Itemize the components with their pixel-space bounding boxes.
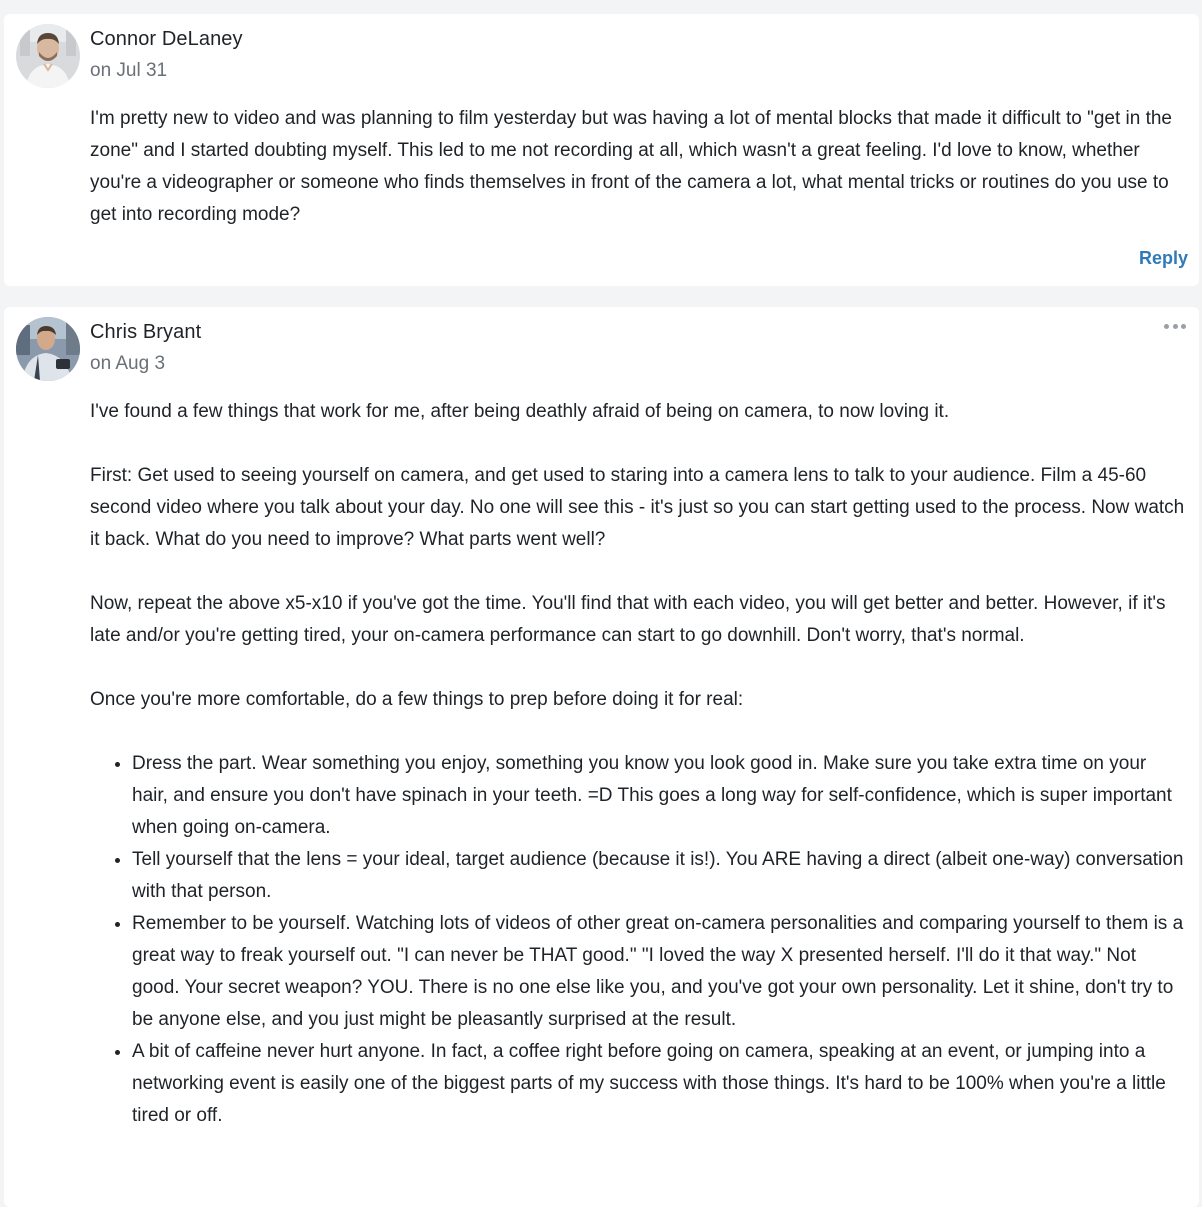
comment-paragraph: Once you're more comfortable, do a few things to prep before doing it for real: xyxy=(90,689,744,710)
comment-date: on Aug 3 xyxy=(90,353,166,374)
list-item: • Remember to be yourself. Watching lots of videos of other great on-camera personalities and comparing yourself to them is a great way to freak yourself out. "I can never be THAT good." "I loved the way X presented herself. I'll do it that way." Not good. Your secret weapon? YOU. There is no one else like you, and you've got your own personality. Let it shine, don't try to be anyone else, and you just might be pleasantly surprised at the result. xyxy=(132,908,1185,1036)
dot xyxy=(1164,324,1169,329)
avatar[interactable] xyxy=(16,317,80,381)
comment-author[interactable]: Chris Bryant xyxy=(90,321,202,343)
list-item: • A bit of caffeine never hurt anyone. In fact, a coffee right before going on camera, speaking at an event, or jumping into a networking event is easily one of the biggest parts of my success with those things. It's hard to be 100% when you're a little tired or off. xyxy=(132,1036,1185,1132)
more-options-icon[interactable] xyxy=(1164,321,1186,331)
reply-button[interactable]: Reply xyxy=(1138,248,1188,268)
comment-date: on Jul 31 xyxy=(90,60,168,81)
comment-body xyxy=(90,396,1185,1132)
list-item: • Tell yourself that the lens = your ideal, target audience (because it is!). You ARE having a direct (albeit one-way) conversation with that person. xyxy=(132,844,1185,908)
tips-list xyxy=(90,748,1185,1132)
comment-author[interactable]: Connor DeLaney xyxy=(90,28,243,50)
dot xyxy=(1181,324,1186,329)
list-item: • Dress the part. Wear something you enjoy, something you know you look good in. Make sure you take extra time on your hair, and ensure you don't have spinach in your teeth. =D This goes a long way for self-confidence, which is super important when going on-camera. xyxy=(132,748,1185,844)
avatar-image xyxy=(16,317,80,381)
avatar[interactable] xyxy=(16,24,80,88)
comment-paragraph: I'm pretty new to video and was planning to film yesterday but was having a lot of mental blocks that made it difficult to "get in the zone" and I started doubting myself. This led to me not recording at all, which wasn't a great feeling. I'd love to know, whether you're a videographer or someone who finds themselves in front of the camera a lot, what mental tricks or routines do you use to get into recording mode? xyxy=(90,108,1172,225)
comment-card xyxy=(4,14,1199,286)
avatar-image xyxy=(16,24,80,88)
comment-paragraph: I've found a few things that work for me, after being deathly afraid of being on camera, to now loving it. xyxy=(90,401,950,422)
comment-paragraph: First: Get used to seeing yourself on camera, and get used to staring into a camera lens to talk to your audience. Film a 45-60 second video where you talk about your day. No one will see this - it's just so you can start getting used to the process. Now watch it back. What do you need to improve? What parts went well? xyxy=(90,465,1185,550)
comment-body xyxy=(90,103,1185,263)
comment-card xyxy=(4,307,1199,1207)
dot xyxy=(1173,324,1178,329)
comment-paragraph: Now, repeat the above x5-x10 if you've got the time. You'll find that with each video, you will get better and better. However, if it's late and/or you're getting tired, your on-camera performance can start to go downhill. Don't worry, that's normal. xyxy=(90,593,1166,646)
